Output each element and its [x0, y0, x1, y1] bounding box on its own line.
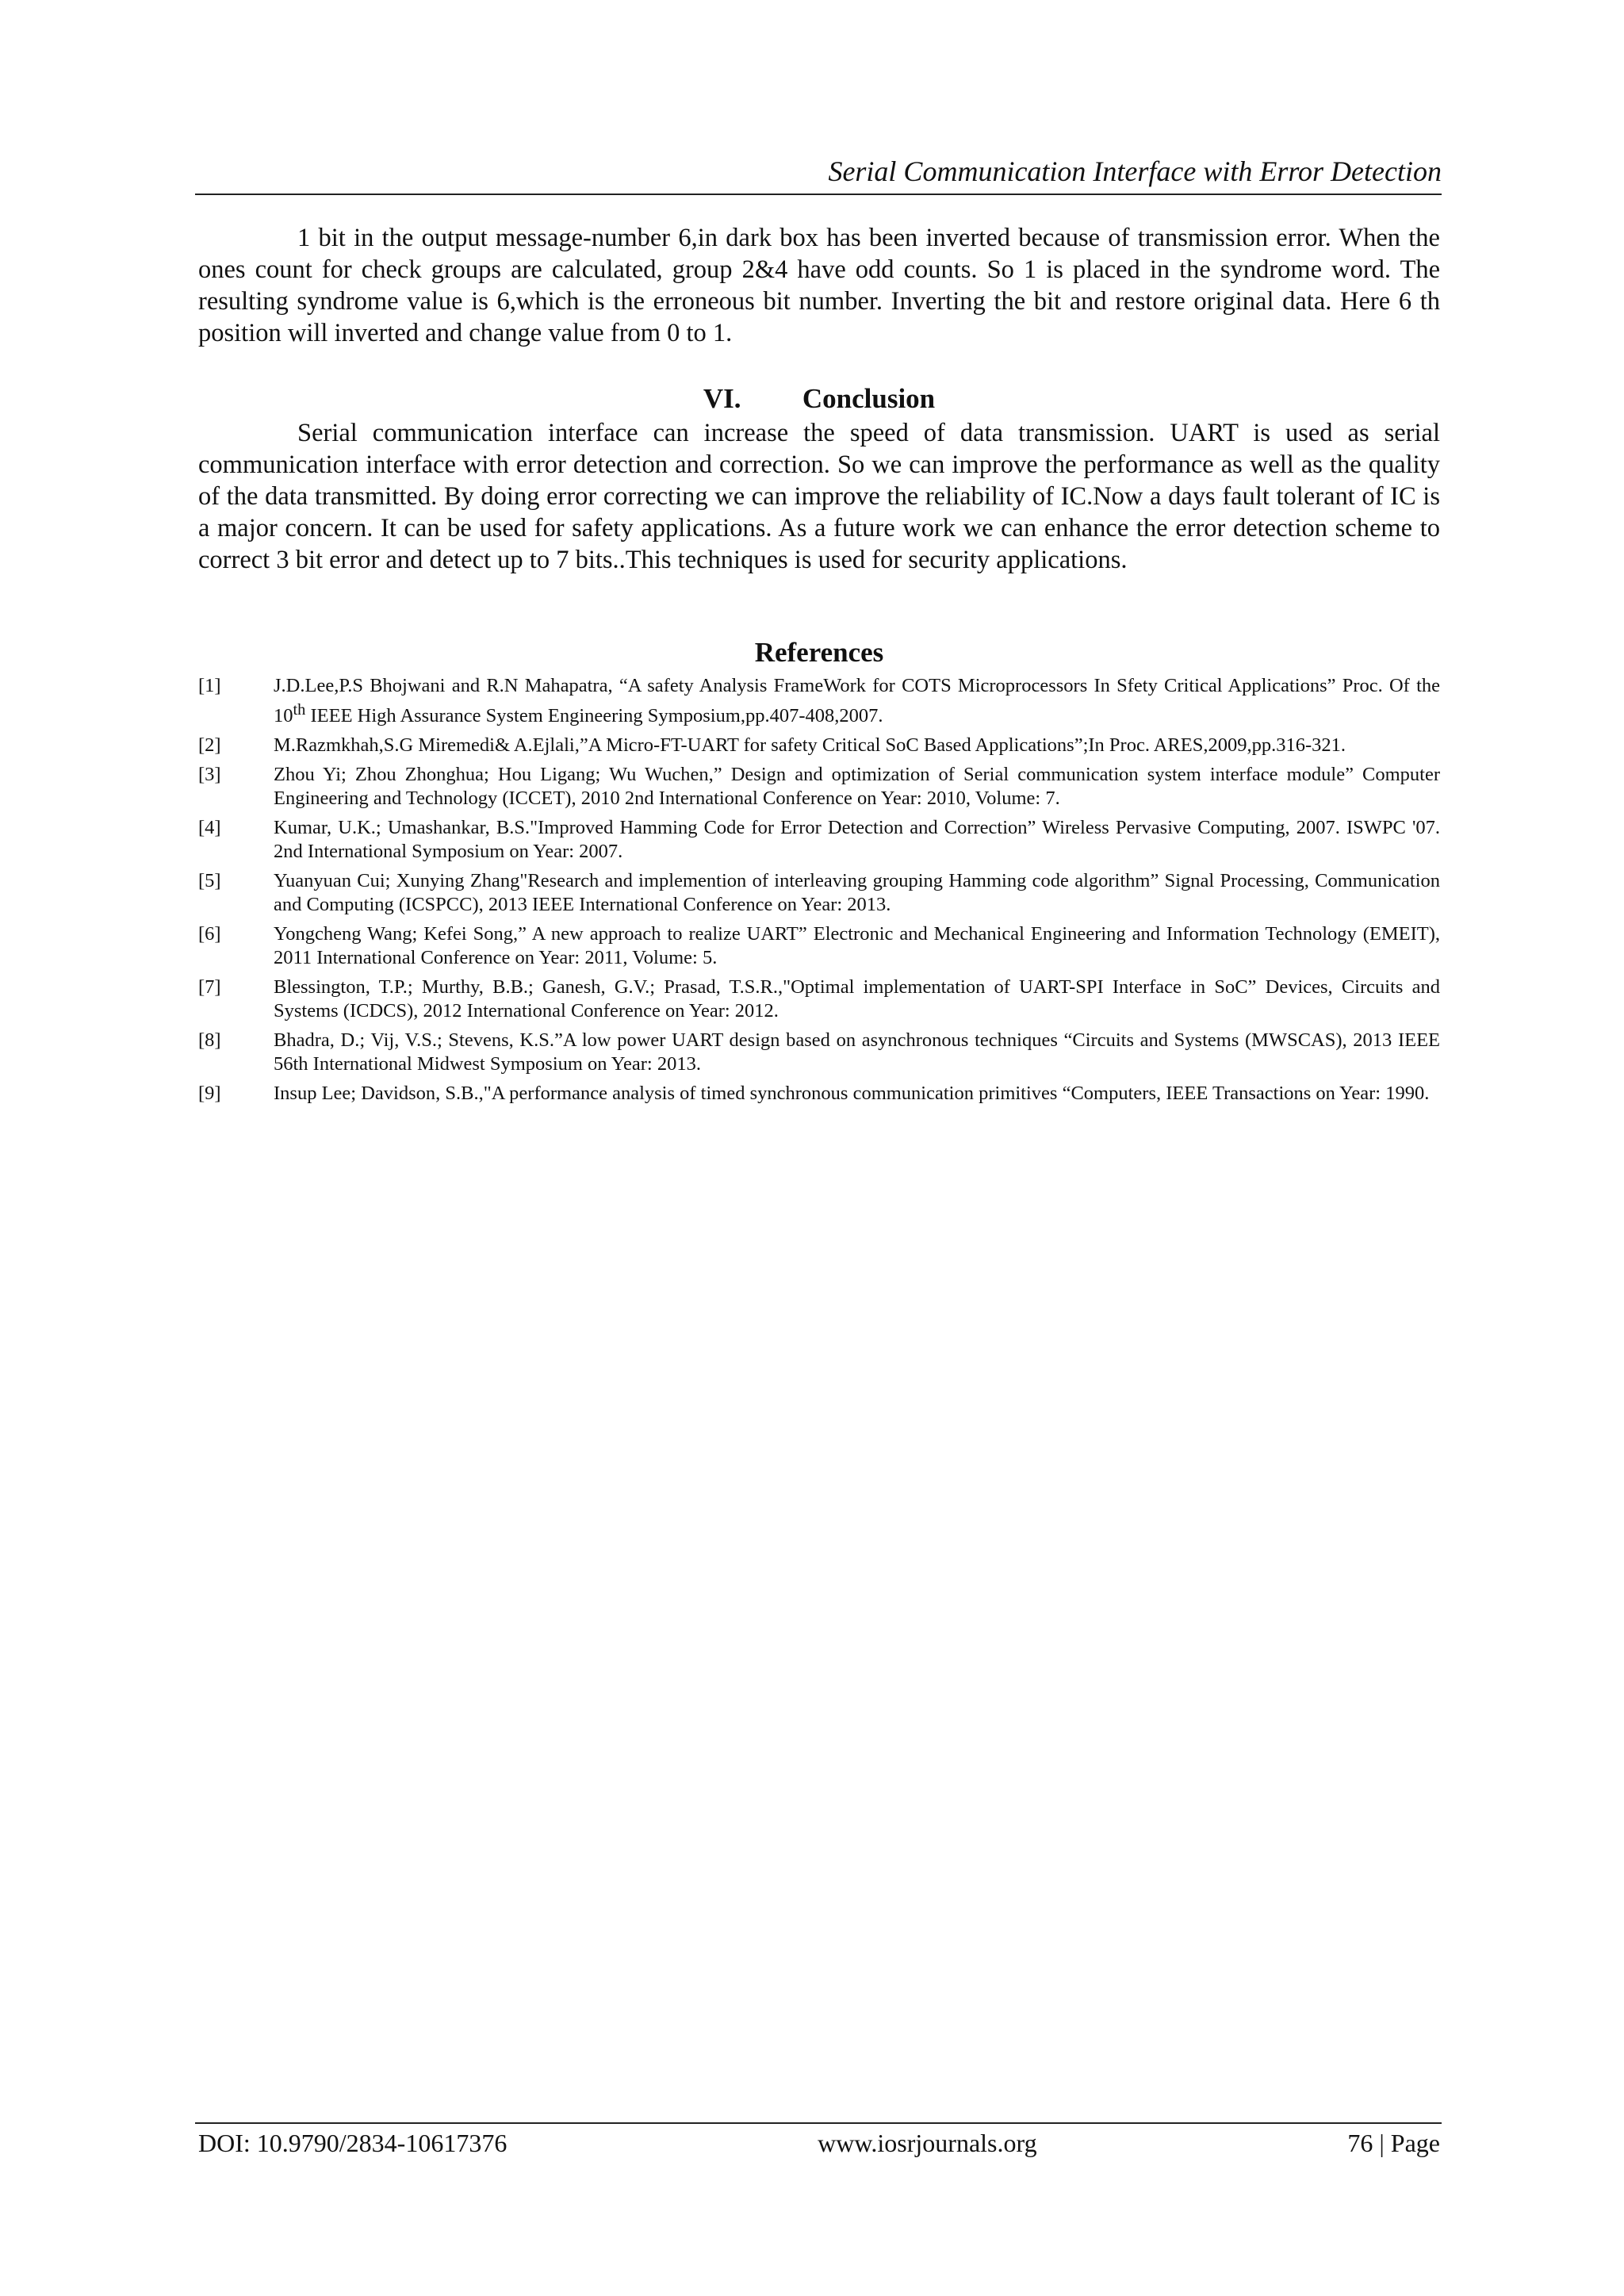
reference-number: [7]: [198, 976, 221, 999]
section-title: Conclusion: [802, 383, 936, 414]
reference-text: Kumar, U.K.; Umashankar, B.S."Improved Hamming Code for Error Detection and Correction” Wireless Pervasive Computing, 2007. ISWPC '07. 2nd International Symposium on Year: 2007.: [274, 817, 1440, 863]
reference-item: [198, 816, 1440, 864]
conclusion-paragraph: Serial communication interface can increase the speed of data transmission. UART is used as serial communication interface with error detection and correction. So we can improve the performance as well as the quality of the data transmitted. By doing error correcting we can improve the reliability of IC.Now a days fault tolerant of IC is a major concern. It can be used for safety applications. As a future work we can enhance the error detection scheme to correct 3 bit error and detect up to 7 bits..This techniques is used for security applications.: [198, 419, 1440, 574]
reference-text: Zhou Yi; Zhou Zhonghua; Hou Ligang; Wu Wuchen,” Design and optimization of Serial communication system interface module” Computer Engineering and Technology (ICCET), 2010 2nd International Conference on Year: 2010, Volume: 7.: [274, 764, 1440, 810]
reference-item: [198, 976, 1440, 1023]
reference-text: Bhadra, D.; Vij, V.S.; Stevens, K.S.”A low power UART design based on asynchronous techniques “Circuits and Systems (MWSCAS), 2013 IEEE 56th International Midwest Symposium on Year: 2013.: [274, 1029, 1440, 1075]
reference-number: [3]: [198, 764, 221, 786]
intro-section: [198, 222, 1440, 349]
conclusion-section: [198, 417, 1440, 576]
reference-text: Blessington, T.P.; Murthy, B.B.; Ganesh, G.V.; Prasad, T.S.R.,"Optimal implementation of UART-SPI Interface in SoC” Devices, Circuits and Systems (ICDCS), 2012 International Conference on Year: 2012.: [274, 976, 1440, 1022]
reference-text: M.Razmkhah,S.G Miremedi& A.Ejlali,”A Micro-FT-UART for safety Critical SoC Based Applications”;In Proc. ARES,2009,pp.316-321.: [274, 734, 1346, 757]
reference-number: [2]: [198, 734, 221, 757]
reference-number: [9]: [198, 1083, 221, 1105]
reference-number: [6]: [198, 923, 221, 945]
intro-paragraph: 1 bit in the output message-number 6,in dark box has been inverted because of transmission error. When the ones count for check groups are calculated, group 2&4 have odd counts. So 1 is placed in the syndrome word. The resulting syndrome value is 6,which is the erroneous bit number. Inverting the bit and restore original data. Here 6 th position will inverted and change value from 0 to 1.: [198, 224, 1440, 347]
reference-text-part: IEEE High Assurance System Engineering Symposium,pp.407-408,2007.: [305, 705, 883, 727]
header-rule: [195, 194, 1442, 195]
reference-item: [198, 763, 1440, 811]
reference-number: [8]: [198, 1029, 221, 1052]
conclusion-heading: [198, 381, 1440, 417]
reference-item: [198, 869, 1440, 917]
footer-page-number: 76 | Page: [1347, 2129, 1440, 2157]
reference-superscript: th: [293, 701, 306, 719]
reference-number: [1]: [198, 675, 221, 696]
reference-item: [198, 1082, 1440, 1106]
reference-text: [274, 674, 1440, 728]
reference-item: [198, 922, 1440, 970]
footer-doi: DOI: 10.9790/2834-10617376: [198, 2129, 508, 2157]
reference-item: [198, 1029, 1440, 1076]
reference-number: [4]: [198, 817, 221, 839]
references-list: [198, 674, 1440, 1111]
footer-rule: [195, 2122, 1442, 2124]
reference-number: [5]: [198, 870, 221, 892]
reference-text: Yongcheng Wang; Kefei Song,” A new approach to realize UART” Electronic and Mechanical Engineering and Information Technology (EMEIT), 2011 International Conference on Year: 2011, Volume: 5.: [274, 923, 1440, 969]
reference-item: [198, 734, 1440, 757]
reference-text-part: J.D.Lee,P.S Bhojwani and R.N Mahapatra, “A safety Analysis FrameWork for COTS Microprocessors In Sfety Critical Applications” Proc. Of the 10: [274, 675, 1440, 727]
reference-text: Insup Lee; Davidson, S.B.,"A performance analysis of timed synchronous communication primitives “Computers, IEEE Transactions on Year: 1990.: [274, 1083, 1430, 1105]
references-heading: References: [754, 637, 884, 668]
running-header-title: Serial Communication Interface with Error Detection: [828, 155, 1442, 187]
reference-text: Yuanyuan Cui; Xunying Zhang"Research and implemention of interleaving grouping Hamming code algorithm” Signal Processing, Communication and Computing (ICSPCC), 2013 IEEE International Conference on Year: 2013.: [274, 870, 1440, 916]
section-number: VI.: [703, 383, 741, 414]
footer-website: www.iosrjournals.org: [818, 2129, 1037, 2157]
reference-item: [198, 674, 1440, 728]
page-footer: [198, 2125, 1440, 2160]
